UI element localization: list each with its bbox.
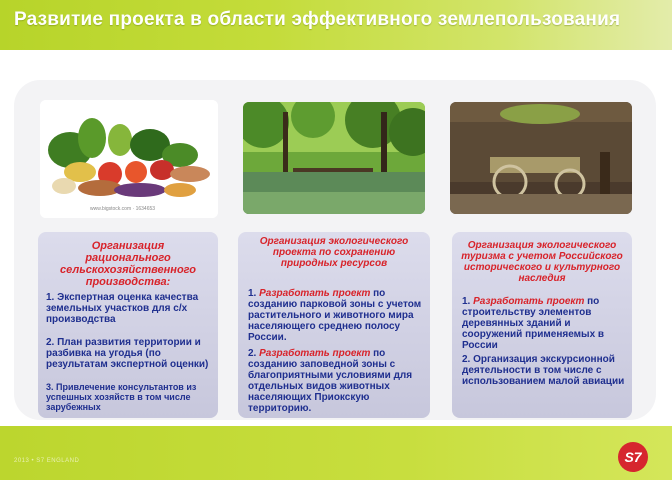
list-item: 3. Привлечение консультантов из успешных хозяйств в том числе зарубежных	[46, 382, 197, 412]
list-item	[462, 354, 626, 387]
item-text: Организация экскурсионной деятельности в том числе с использованием малой авиации	[462, 354, 625, 387]
item-number: 1.	[462, 296, 471, 307]
footer-bar	[0, 426, 672, 480]
forest-icon	[243, 102, 425, 214]
card-title: Организация экологического проекта по сохранению природных ресурсов	[259, 236, 409, 269]
page-title: Развитие проекта в области эффективного землепользования	[14, 9, 621, 30]
item-highlight: Разработать проект	[259, 288, 371, 299]
item-number: 1.	[248, 288, 257, 299]
item-text: по созданию парковой зоны с учетом растительного и животного мира населяющего среднею полосу России.	[248, 288, 422, 343]
cart-icon	[450, 102, 632, 214]
list-item	[248, 288, 424, 343]
vegetables-photo	[40, 100, 218, 218]
item-highlight: Разработать проект	[259, 348, 371, 359]
forest-park-photo	[243, 102, 425, 214]
footer-small-text: 2013 • S7 ENGLAND	[14, 458, 80, 464]
photo-caption: www.bigstock.com · 1634653	[90, 206, 156, 212]
vegetables-icon	[40, 100, 218, 218]
item-number: 2.	[248, 348, 257, 359]
s7-logo: S7	[618, 442, 648, 472]
list-item	[248, 348, 424, 414]
card-tourism	[452, 232, 632, 418]
card-ecology	[238, 232, 430, 418]
item-text: по строительству элементов деревянных зданий и сооружений применяемых в России	[462, 296, 605, 351]
item-highlight: Разработать проект	[473, 296, 585, 307]
card-agriculture	[38, 232, 218, 418]
card-title: Организация экологического туризма с учетом Российского исторического и культурного наследия	[461, 240, 623, 284]
item-number: 2.	[462, 354, 471, 365]
list-item: 1. Экспертная оценка качества земельных участков для с/х производства	[46, 292, 199, 325]
list-item: 2. План развития территории и разбивка на угодья (по результатам экспертной оценки)	[46, 337, 209, 370]
card-title: Организация рационального сельскохозяйственного производства:	[60, 240, 196, 288]
list-item	[462, 296, 626, 351]
village-cart-photo	[450, 102, 632, 214]
item-text: по созданию заповедной зоны с благоприятными условиями для отдельных видов животных населяющих Приокскую территорию.	[248, 348, 413, 414]
